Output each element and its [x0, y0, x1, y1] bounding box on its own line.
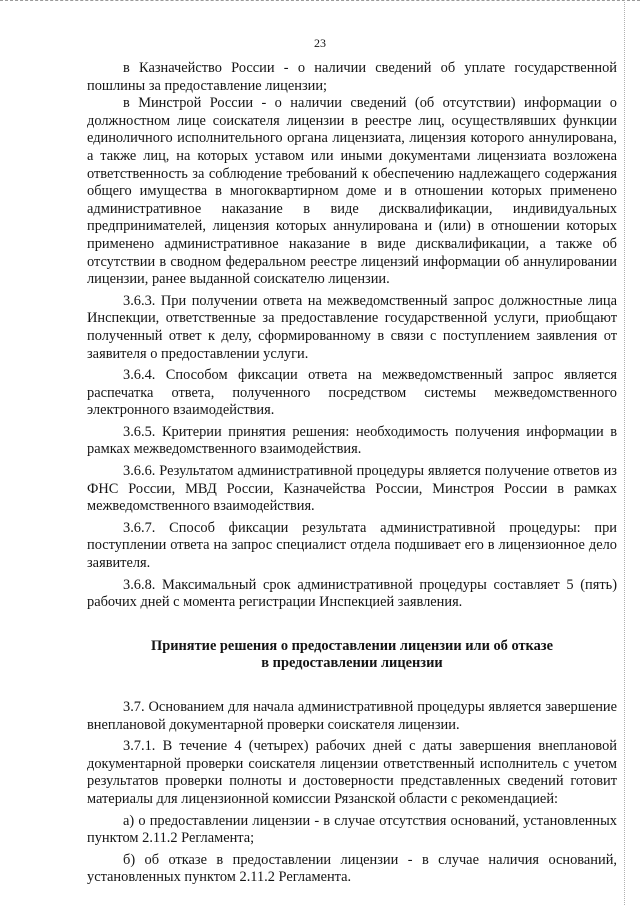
- paragraph-item-b: б) об отказе в предоставлении лицензии - в случае наличия оснований, установленных пунктом 2.11.2 Регламента.: [87, 851, 617, 886]
- section-heading: [87, 638, 617, 673]
- scan-edge-top: [0, 0, 640, 4]
- paragraph-3-6-7: 3.6.7. Способ фиксации результата административной процедуры: при поступлении ответа на запрос специалист отдела подшивает его в лицензионное дело заявителя.: [87, 519, 617, 572]
- paragraph-3-7: 3.7. Основанием для начала административной процедуры является завершение внеплановой документарной проверки соискателя лицензии.: [87, 699, 617, 733]
- paragraph-3-6-3: 3.6.3. При получении ответа на межведомственный запрос должностные лица Инспекции, ответственные за предоставление государственной услуги, приобщают полученный ответ к делу, сформированному в связи с поступлением заявления от заявителя о предоставлении услуги.: [87, 292, 617, 362]
- paragraph-3-6-4: 3.6.4. Способом фиксации ответа на межведомственный запрос является распечатка ответа, полученного посредством системы межведомственного электронного взаимодействия.: [87, 367, 617, 419]
- paragraph-item-a: а) о предоставлении лицензии - в случае отсутствия оснований, установленных пунктом 2.11.2 Регламента;: [87, 812, 617, 847]
- section-heading-line2: в предоставлении лицензии: [261, 655, 443, 672]
- paragraph-3-6-5: 3.6.5. Критерии принятия решения: необходимость получения информации в рамках межведомственного взаимодействия.: [87, 423, 617, 458]
- paragraph-3-7-1: 3.7.1. В течение 4 (четырех) рабочих дней с даты завершения внеплановой документарной проверки соискателя лицензии ответственный исполнитель с учетом результатов проверки полноты и достоверности представленных сведений готовит материалы для лицензионной комиссии Рязанской области с рекомендацией:: [87, 738, 617, 807]
- paragraph-treasury-request: в Казначейство России - о наличии сведений об уплате государственной пошлины за предоставление лицензии;: [87, 60, 617, 94]
- paragraph-3-6-8: 3.6.8. Максимальный срок административной процедуры составляет 5 (пять) рабочих дней с момента регистрации Инспекцией заявления.: [87, 576, 617, 611]
- paragraph-minstroy-request: в Минстрой России - о наличии сведений (об отсутствии) информации о должностном лице соискателя лицензии в реестре лиц, осуществлявших функции единоличного исполнительного органа лицензиата, лицензия которого аннулирована, а также лиц, на которых уставом или иными документами лицензиата возложена ответственность за соблюдение требований к обеспечению надлежащего содержания общего имущества в многоквартирном доме и в отношении которых применено административное наказание в виде дисквалификации, индивидуальных предпринимателей, лицензия которых аннулирована и (или) в отношении которых применено административное наказание в виде дисквалификации, а также об отсутствии в сводном федеральном реестре лицензий информации об аннулировании лицензии, ранее выданной соискателю лицензии.: [87, 95, 617, 288]
- section-heading-line1: Принятие решения о предоставлении лицензии или об отказе: [151, 637, 553, 654]
- page-number: 23: [314, 36, 326, 50]
- scan-edge-right: [624, 0, 625, 905]
- paragraph-3-6-6: 3.6.6. Результатом административной процедуры является получение ответов из ФНС России, МВД России, Казначейства России, Минстроя России в рамках межведомственного взаимодействия.: [87, 463, 617, 515]
- document-body: [87, 60, 617, 887]
